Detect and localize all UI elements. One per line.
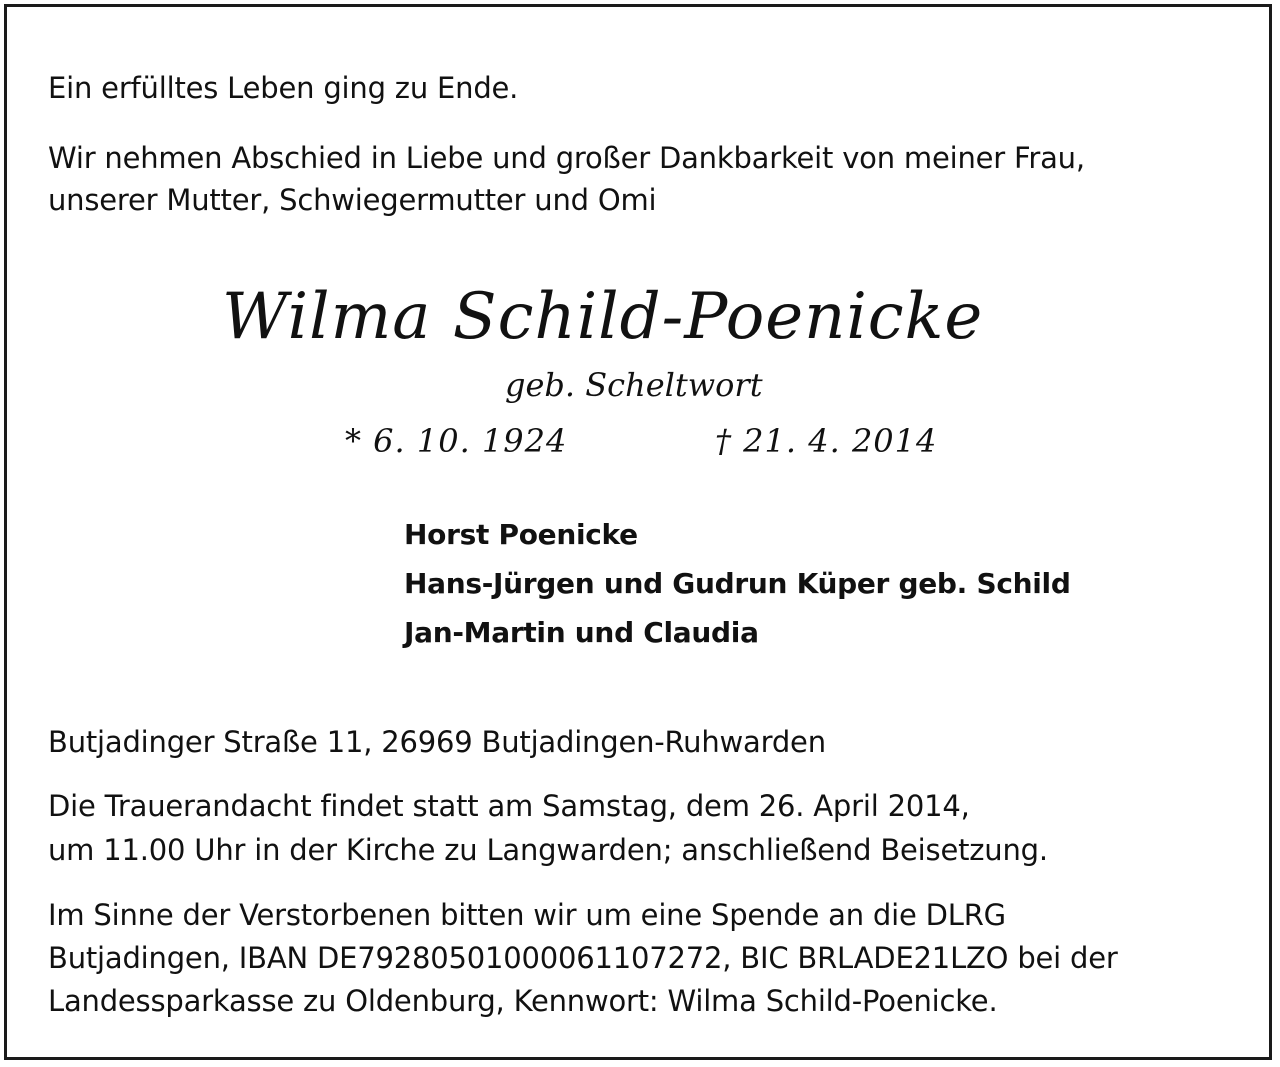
death-date: † 21. 4. 2014 (715, 422, 938, 460)
service-line: Die Trauerandacht findet statt am Samstag, dem 26. April 2014, (48, 789, 970, 823)
donation-line: Landessparkasse zu Oldenburg, Kennwort: Wilma Schild-Poenicke. (48, 984, 998, 1018)
maiden-name: geb. Scheltwort (505, 366, 763, 404)
donation-line: Im Sinne der Verstorbenen bitten wir um eine Spende an die DLRG (48, 898, 1006, 932)
service-line: um 11.00 Uhr in der Kirche zu Langwarden; anschließend Beisetzung. (48, 833, 1048, 867)
mourner-name: Jan-Martin und Claudia (404, 616, 759, 649)
birth-date: * 6. 10. 1924 (345, 422, 568, 460)
mourner-name: Hans-Jürgen und Gudrun Küper geb. Schild (404, 567, 1071, 600)
intro-line: Ein erfülltes Leben ging zu Ende. (48, 71, 519, 105)
intro-line: unserer Mutter, Schwiegermutter und Omi (48, 183, 657, 217)
intro-line: Wir nehmen Abschied in Liebe und großer Dankbarkeit von meiner Frau, (48, 141, 1085, 175)
mourner-name: Horst Poenicke (404, 518, 638, 551)
donation-line: Butjadingen, IBAN DE79280501000061107272, BIC BRLADE21LZO bei der (48, 941, 1118, 975)
address: Butjadinger Straße 11, 26969 Butjadingen-Ruhwarden (48, 725, 826, 759)
deceased-name: Wilma Schild-Poenicke (222, 280, 984, 354)
